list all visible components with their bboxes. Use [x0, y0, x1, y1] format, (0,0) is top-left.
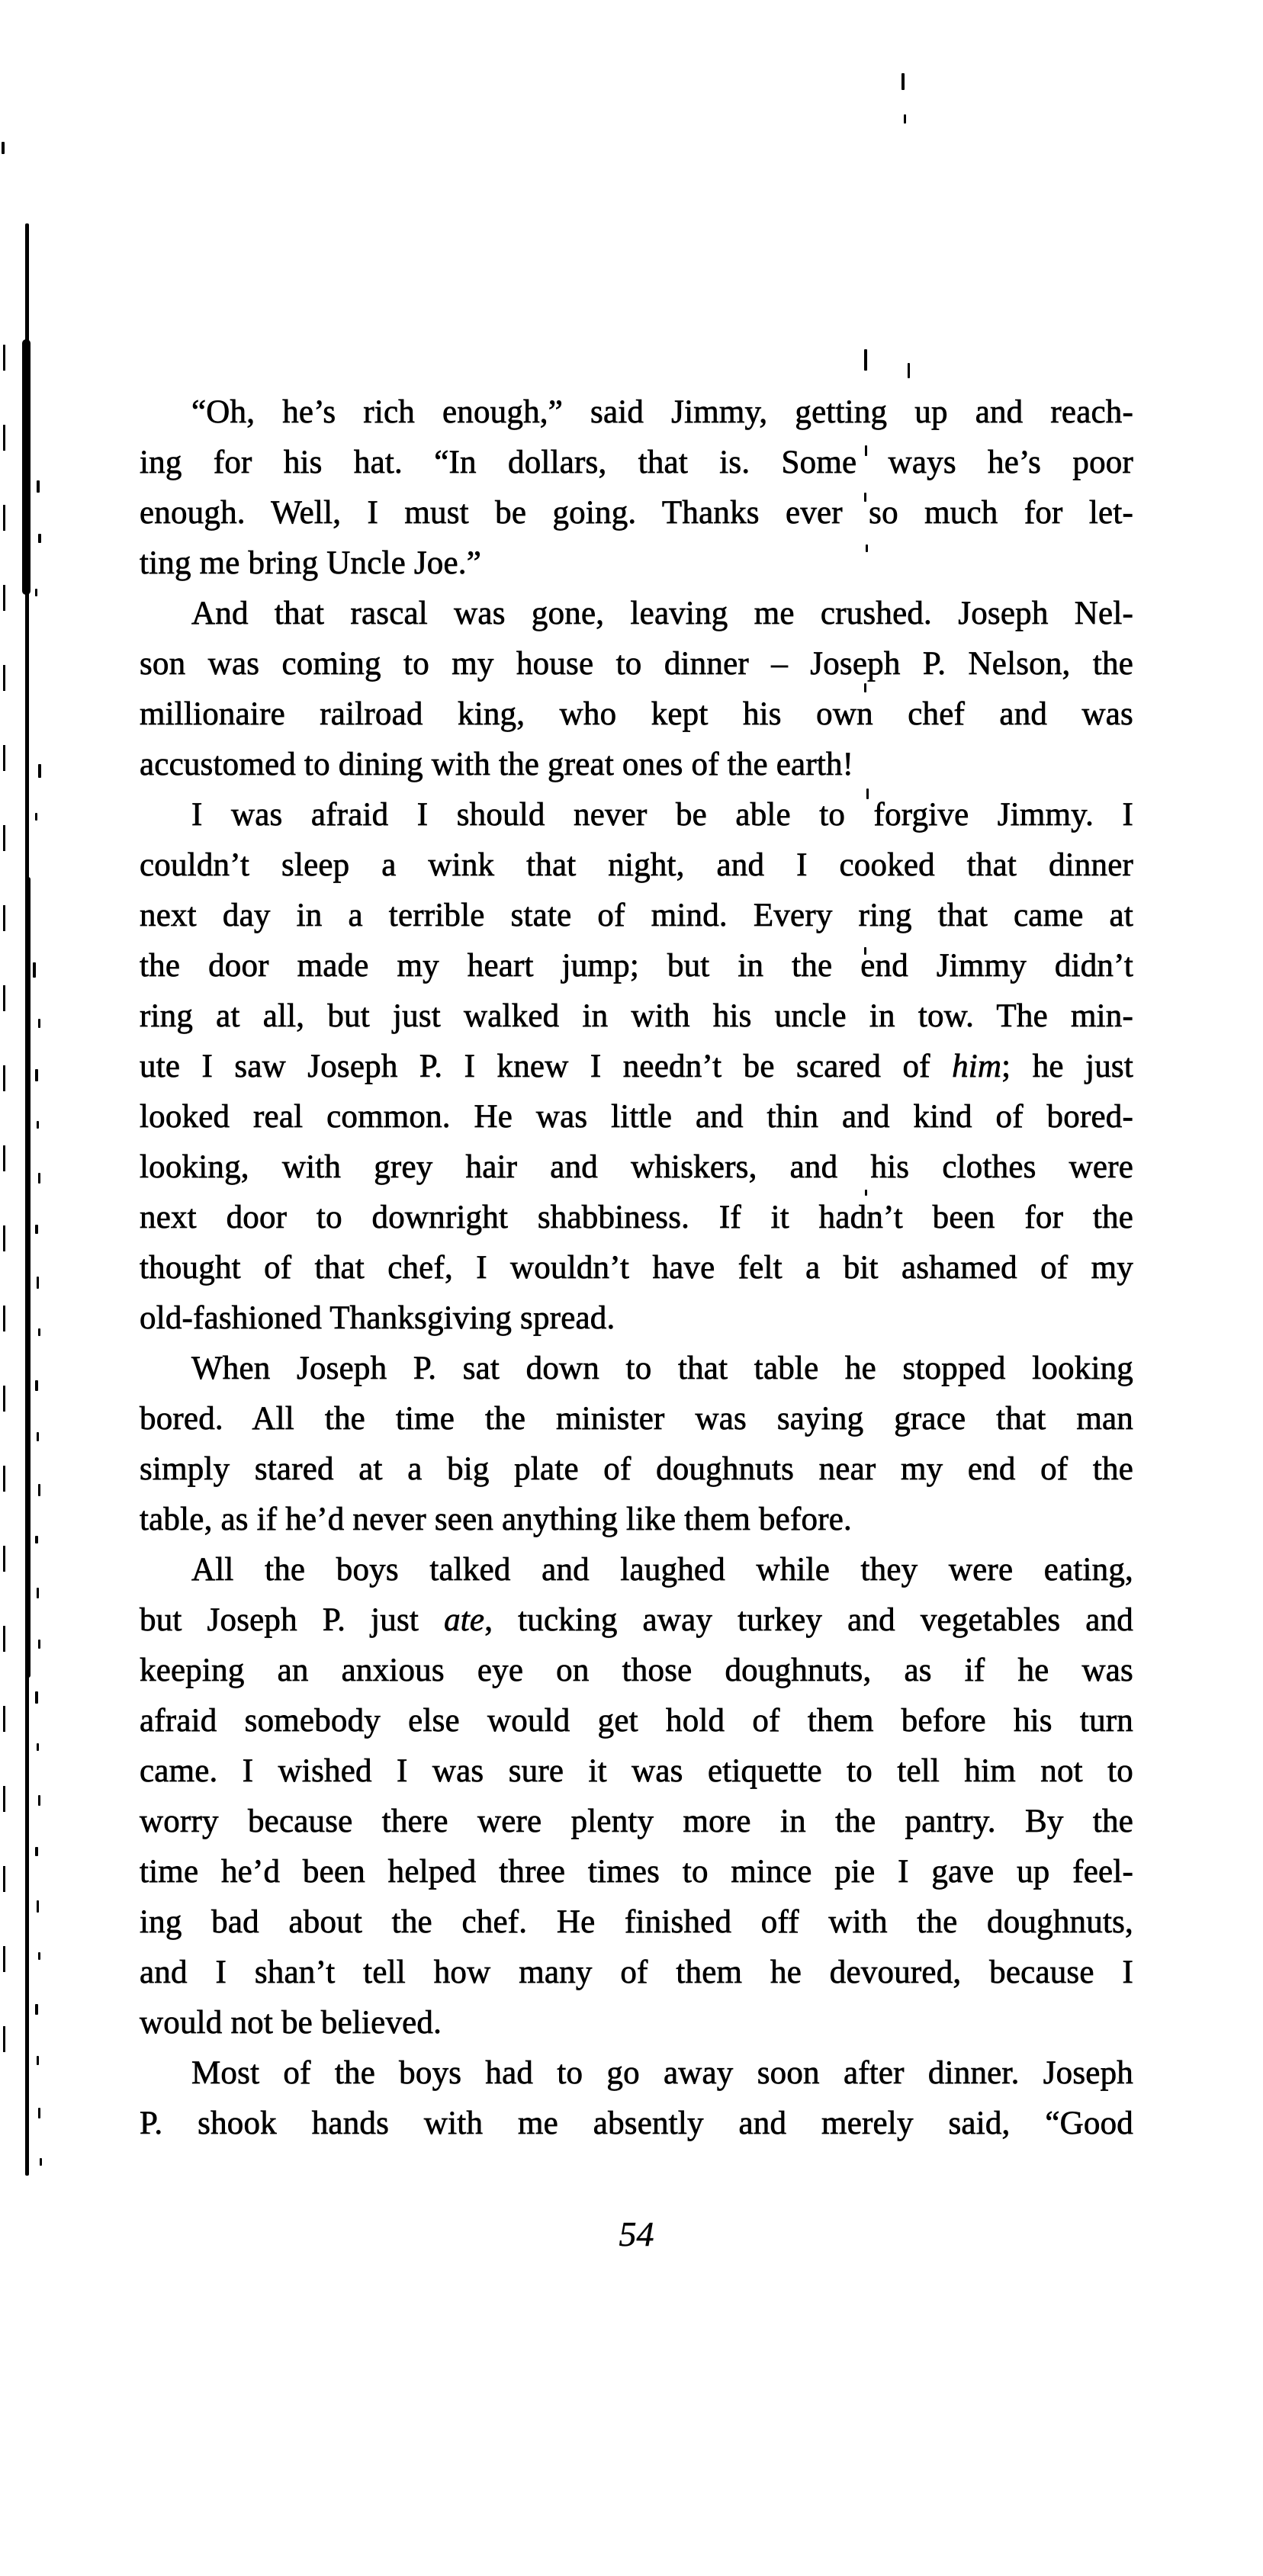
text-segment: ing bad about the chef. He finished off with the doughnuts,: [140, 1904, 1133, 1940]
text-segment: looking, with grey hair and whiskers, and his clothes were: [140, 1149, 1133, 1185]
text-segment: “Oh, he’s rich enough,” said Jimmy, getting up and reach-: [191, 394, 1133, 430]
text-segment: keeping an anxious eye on those doughnuts, as if he was: [140, 1653, 1133, 1688]
scan-speck: [35, 1847, 38, 1856]
text-line: [140, 2048, 1133, 2099]
text-segment: table, as if he’d never seen anything like them before.: [140, 1502, 852, 1537]
scan-speck: [35, 813, 37, 821]
scan-speck: [38, 1640, 40, 1649]
text-line: [140, 991, 1133, 1042]
text-segment: Most of the boys had to go away soon after dinner. Joseph: [191, 2055, 1133, 2091]
text-line: [140, 840, 1133, 891]
scan-speck: [35, 1069, 38, 1081]
text-segment: simply stared at a big plate of doughnuts near my end of the: [140, 1451, 1133, 1487]
text-segment: but Joseph P. just: [140, 1602, 445, 1638]
scan-speck: [901, 73, 905, 90]
scan-speck: [37, 1588, 39, 1598]
text-line: [140, 1646, 1133, 1696]
text-segment: old-fashioned Thanksgiving spread.: [140, 1300, 615, 1336]
scan-speck: [38, 2108, 40, 2118]
scan-speck: [35, 2004, 38, 2015]
text-line: [140, 387, 1133, 438]
scan-speck: [35, 1691, 38, 1704]
scan-speck: [38, 1173, 40, 1184]
text-segment: afraid somebody else would get hold of them before his turn: [140, 1703, 1133, 1739]
text-line: [140, 538, 1133, 589]
gutter-shadow-mid: [25, 877, 31, 1678]
text-line: [140, 1545, 1133, 1595]
scan-speck: [35, 1536, 38, 1543]
scan-speck: [908, 363, 910, 378]
text-segment: came. I wished I was sure it was etiquette to tell him not to: [140, 1753, 1133, 1789]
text-segment: couldn’t sleep a wink that night, and I cooked that dinner: [140, 847, 1133, 883]
text-segment: , tucking away turkey and vegetables and: [484, 1602, 1133, 1638]
text-segment: millionaire railroad king, who kept his own chef and was: [140, 696, 1133, 732]
scan-speck: [38, 1484, 40, 1496]
text-line: [140, 1142, 1133, 1193]
scan-speck: [38, 764, 41, 778]
scan-speck: [2, 142, 5, 154]
paragraph: [140, 387, 1133, 589]
text-line: [140, 790, 1133, 840]
text-segment: ute I saw Joseph P. I knew I needn’t be scared of: [140, 1049, 953, 1084]
text-segment: enough. Well, I must be going. Thanks ever so much for let-: [140, 495, 1133, 531]
scan-speck: [33, 962, 36, 978]
text-line: [140, 2099, 1133, 2149]
text-segment: I was afraid I should never be able to forgive Jimmy. I: [191, 797, 1133, 833]
page-number: 54: [619, 2215, 654, 2253]
text-line: [140, 1444, 1133, 1495]
text-line: [140, 438, 1133, 488]
text-segment: ting me bring Uncle Joe.”: [140, 545, 482, 581]
text-segment: would not be believed.: [140, 2005, 442, 2041]
text-line: [140, 1193, 1133, 1243]
text-segment: the door made my heart jump; but in the end Jimmy didn’t: [140, 948, 1133, 984]
text-line: [140, 891, 1133, 941]
scan-speck: [38, 1952, 40, 1960]
scan-speck: [35, 1225, 38, 1234]
text-segment: ing for his hat. “In dollars, that is. Some ways he’s poor: [140, 445, 1133, 480]
text-segment: accustomed to dining with the great ones of the earth!: [140, 747, 854, 782]
scan-speck: [904, 114, 906, 124]
text-line: [140, 1897, 1133, 1948]
text-line: [140, 1293, 1133, 1344]
text-segment: worry because there were plenty more in the pantry. By the: [140, 1804, 1133, 1839]
paragraph: [140, 790, 1133, 1344]
text-segment: P. shook hands with me absently and merely said, “Good: [140, 2105, 1133, 2141]
paragraph: [140, 2048, 1133, 2149]
text-line: [140, 1042, 1133, 1092]
gutter-dashed-line: [3, 345, 5, 2060]
text-line: [140, 1344, 1133, 1394]
scan-speck: [864, 349, 867, 371]
paragraph: [140, 1545, 1133, 2048]
text-segment: next door to downright shabbiness. If it hadn’t been for the: [140, 1200, 1133, 1235]
text-line: [140, 941, 1133, 991]
text-line: [140, 1495, 1133, 1545]
paragraph: [140, 1344, 1133, 1545]
italic-text-segment: him: [952, 1049, 1002, 1084]
text-line: [140, 1595, 1133, 1646]
scan-speck: [38, 1795, 40, 1806]
text-line: [140, 589, 1133, 639]
scan-speck: [38, 534, 41, 543]
text-line: [140, 1696, 1133, 1746]
text-segment: son was coming to my house to dinner – Joseph P. Nelson, the: [140, 646, 1133, 682]
text-line: [140, 1847, 1133, 1897]
scan-speck: [38, 1019, 40, 1028]
text-line: [140, 1948, 1133, 1998]
text-segment: time he’d been helped three times to mince pie I gave up feel-: [140, 1854, 1133, 1890]
scan-speck: [37, 1900, 39, 1913]
text-segment: looked real common. He was little and thin and kind of bored-: [140, 1099, 1133, 1135]
text-line: [140, 639, 1133, 689]
gutter-shadow-thick: [22, 339, 31, 595]
scan-speck: [35, 1380, 38, 1391]
text-line: [140, 1243, 1133, 1293]
scan-speck: [37, 1432, 39, 1441]
scan-speck: [35, 589, 37, 596]
paragraph: [140, 589, 1133, 790]
text-line: [140, 689, 1133, 740]
text-segment: bored. All the time the minister was saying grace that man: [140, 1401, 1133, 1437]
text-line: [140, 740, 1133, 790]
text-segment: And that rascal was gone, leaving me crushed. Joseph Nel-: [191, 596, 1133, 631]
text-segment: ; he just: [1001, 1049, 1134, 1084]
text-segment: and I shan’t tell how many of them he devoured, because I: [140, 1954, 1133, 1990]
text-line: [140, 488, 1133, 538]
text-line: [140, 1998, 1133, 2048]
text-segment: next day in a terrible state of mind. Every ring that came at: [140, 898, 1133, 933]
scan-speck: [37, 1743, 39, 1751]
text-line: [140, 1797, 1133, 1847]
text-line: [140, 1092, 1133, 1142]
text-segment: When Joseph P. sat down to that table he stopped looking: [191, 1351, 1133, 1386]
text-line: [140, 1394, 1133, 1444]
text-block: [140, 387, 1133, 2149]
scan-speck: [37, 480, 40, 493]
scan-speck: [37, 1121, 39, 1129]
text-segment: ring at all, but just walked in with his uncle in tow. The min-: [140, 998, 1133, 1034]
text-segment: All the boys talked and laughed while they were eating,: [191, 1552, 1133, 1588]
scan-speck: [38, 1328, 40, 1336]
text-segment: thought of that chef, I wouldn’t have felt a bit ashamed of my: [140, 1250, 1133, 1286]
scan-speck: [40, 2158, 42, 2166]
scan-speck: [37, 2056, 39, 2065]
scan-speck: [37, 1277, 39, 1289]
italic-text-segment: ate: [444, 1602, 485, 1638]
text-line: [140, 1746, 1133, 1797]
